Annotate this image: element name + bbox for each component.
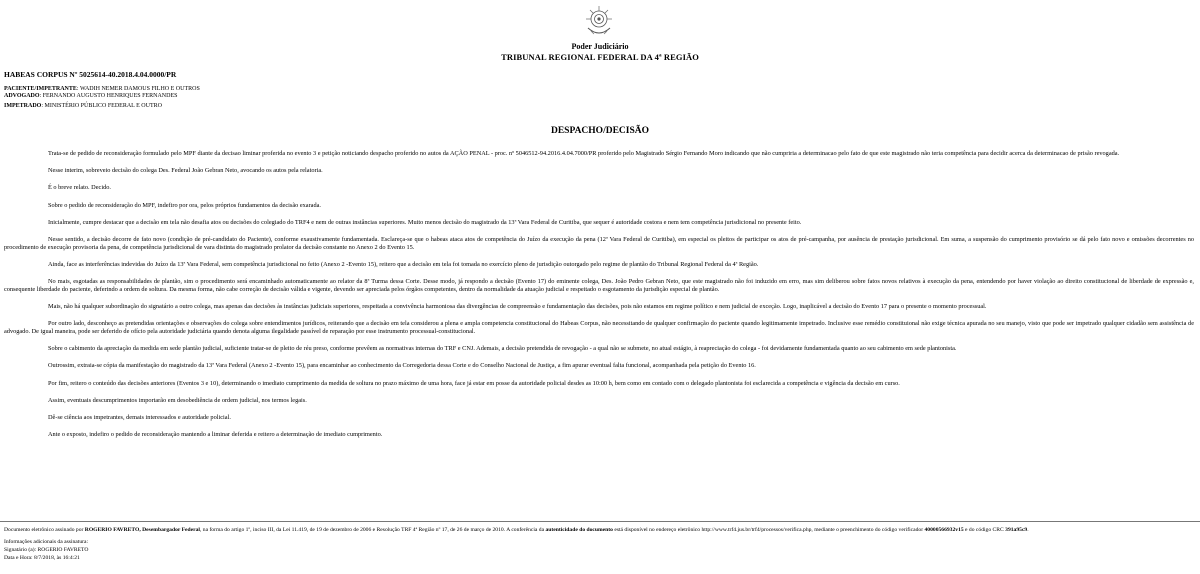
paragraph: É o breve relato. Decido. [48, 184, 111, 192]
party-lawyer: ADVOGADO: FERNANDO AUGUSTO HENRIQUES FERNANDES [4, 93, 178, 99]
party-respondent: IMPETRADO: MINISTÉRIO PÚBLICO FEDERAL E OUTRO [4, 103, 162, 109]
signature-prefix: Documento eletrônico assinado por [4, 527, 85, 533]
signature-suffix: está disponível no endereço eletrônico http://www.trf4.jus.br/trf4/processos/verifica.php, mediante o preenchimento do código verificador [612, 527, 925, 533]
paragraph: Inicialmente, cumpre destacar que a decisão em tela não desafia atos ou decisões do colegiado do TRF4 e nem de outras instâncias superiores. Muito menos decisão do magistrado da 13ª Vara Federal de Curitiba, que sequer é autoridade costora e nem tem competência jurisdicional no presente feito. [48, 218, 802, 226]
crc-code: 391a95c9 [1005, 527, 1028, 533]
paragraph: Ante o exposto, indefiro o pedido de reconsideração mantendo a liminar deferida e reitero a determinação de imediato cumprimento. [48, 431, 383, 439]
signature-info-heading: Informações adicionais da assinatura: [4, 539, 89, 545]
document-title: DESPACHO/DECISÃO [550, 126, 649, 136]
paragraph: Por outro lado, desconheço as pretendidas orientações e observações do colega sobre entendimentos jurídicos, reiterando que a decisão em tela considerou a plena e ampla competencia constitucional do Habeas Corpus, não necessitando de qualquer confirmação do paciente quando legitimamente impetrado. Inclusive esse remédio constituional não exige técnica apurada no seu manejo, visto que pode ser impetrado qualquer cidadão sem assistência de advogado. De igual maneira, pode ser deferido de ofício pela autoridade judiciária quando denota alguma ilegalidade passível de reparação por esse instrumento processual-constitucional. [4, 320, 1194, 335]
paragraph: Sobre o pedido de reconsideração do MPF, indefiro por ora, pelos próprios fundamentos da decisão exarada. [48, 201, 321, 209]
signatory: Signatário (a): ROGERIO FAVRETO [4, 547, 89, 553]
footer-divider [0, 521, 1200, 522]
party-label: PACIENTE/IMPETRANTE [4, 86, 77, 92]
party-petitioner: PACIENTE/IMPETRANTE: WADIH NEMER DAMOUS FILHO E OUTROS [4, 86, 200, 92]
paragraph: Outrossim, extraia-se cópia da manifestação do magistrado da 13ª Vara Federal (Anexo 2 -Evento 15), para encaminhar ao conhecimento da Corregedoria dessa Corte e do Conselho Nacional de Justiça, a fim apurar eventual falta funcional, acompanhada pela petição do Evento 16. [48, 362, 756, 370]
party-label: ADVOGADO [4, 93, 40, 99]
party-label: IMPETRADO [4, 103, 42, 109]
signer-name: ROGERIO FAVRETO, Desembargador Federal [84, 527, 200, 533]
header-court: TRIBUNAL REGIONAL FEDERAL DA 4ª REGIÃO [501, 52, 699, 62]
paragraph: Ainda, face as interferências indevidas do Juízo da 13ª Vara Federal, sem competência jurisdicional no feito (Anexo 2 -Evento 15), reitero que a decisão em tela foi tomada no exercício pleno de jurisdição outorgado pelo regime de plantão do Tribunal Regional Federal da 4ª Região. [48, 260, 759, 268]
paragraph: Dê-se ciência aos impetrantes, demais interessados e autoridade policial. [48, 413, 231, 421]
signature-middle: , na forma do artigo 1º, inciso III, da Lei 11.419, de 19 de dezembro de 2006 e Resolução TRF 4ª Região nº 17, de 26 de março de 2010. A conferência da [199, 527, 546, 533]
header-judiciary: Poder Judiciário [571, 42, 629, 51]
signature-line [4, 527, 1196, 533]
party-value: WADIH NEMER DAMOUS FILHO E OUTROS [79, 86, 200, 92]
coat-of-arms-icon [582, 4, 616, 38]
paragraph: Mais, não há qualquer subordinação do signatário a outro colega, mas apenas das decisões às instâncias judiciais superiores, respeitada a convivência harmoniosa das divergências de compreensão e fundamentação das decisões, pois não estamos em regime político e nem judicial de exceção. Logo, inaplicável a decisão do Evento 17 para o presente o momento processual. [48, 303, 987, 311]
paragraph: Por fim, reitero o conteúdo das decisões anteriores (Eventos 3 e 10), determinando o imediato cumprimento da medida de soltura no prazo máximo de uma hora, face já estar em posse da autoridade policial desdes as 10:00 h, bem como em contado com o delegado plantonista foi esclarecida a competência e vigência da decisão em curso. [48, 379, 900, 387]
authenticity-label: autenticidade do documento [545, 527, 613, 533]
crc-label: e do código CRC [963, 527, 1006, 533]
document-body [4, 150, 1194, 448]
party-value: FERNANDO AUGUSTO HENRIQUES FERNANDES [42, 93, 178, 99]
paragraph: Nesse sentido, a decisão decorre de fato novo (condição de pré-candidato do Paciente), conforme exaustivamente fundamentada. Esclareça-se que o habeas ataca atos de competência do Juízo da execução da pena (12ª Vara Federal de Curitiba), em especial os pleitos de participar os atos de pré-campanha, por ausência de prestação jurisdicional. Em suma, a suspensão do cumprimento provisório se dá pelo fato novo e omissões decorrentes no procedimento de execução provisoria da pena, de competência jurisdicional de vara distinta do magistrado prolator da decisão constante no Anexo 2 do Evento 15. [4, 236, 1194, 251]
paragraph: Nesse interim, sobreveio decisão do colega Des. Federal João Gebran Neto, avocando os autos pela relatoria. [48, 167, 323, 175]
paragraph: No mais, esgotadas as responsabilidades de plantão, sim o procedimento será encaminhado automaticamente ao relator da 8ª Turma dessa Corte. Desse modo, já respondo a decisão (Evento 17) do eminente colega, Des. João Pedro Gebran Neto, que este magistrado não foi induzido em erro, mas sim deliberou sobre fatos novos relativos à execução da pena, entendendo por haver violação ao direito constitucional de liberdade de expressão e, consequente liberdade do paciente, deferindo a ordem de soltura. Da mesma forma, não cabe correção de decisão válida e vigente, devendo ser apreciada pelos órgãos competentes, dentro da normalidade da atuação judicial e respeitado o esgotamento da jurisdição especial de plantão. [4, 278, 1194, 293]
party-value: MINISTÉRIO PÚBLICO FEDERAL E OUTRO [44, 103, 162, 109]
paragraph: Assim, eventuais descumprimentos importarão em desobediência de ordem judicial, nos termos legais. [48, 396, 307, 404]
verification-code: 40000566932v15 [924, 527, 964, 533]
signature-end: . [1027, 527, 1029, 533]
paragraph: Trata-se de pedido de reconsideração formulado pelo MPF diante da decisao liminar proferida no evento 3 e petição noticiando despacho proferido no autos da AÇÃO PENAL - proc. nº 5046512-94.2016.4.04.7000/PR proferido pelo Magistrado Sérgio Fernando Moro indicando que não cumpriria a determinacao pelo fato de que este magistrado não teria competência para decidir acerca da determinacao de prisão revogada. [48, 150, 1120, 157]
paragraph: Sobre o cabimento da apreciação da medida em sede plantão judicial, suficiente tratar-se de pleito de réu preso, conforme prevêem as normativas internas do TRF e CNJ. Ademais, a decisão pretendida de revogação - a qual não se submete, no atual estágio, à reapreciação do colega - foi devidamente fundamentada quanto ao seu cabimento em sede plantonista. [48, 345, 957, 353]
case-number: HABEAS CORPUS Nº 5025614-40.2018.4.04.0000/PR [4, 70, 177, 79]
signature-datetime: Data e Hora: 8/7/2018, às 16:4:21 [4, 555, 80, 561]
